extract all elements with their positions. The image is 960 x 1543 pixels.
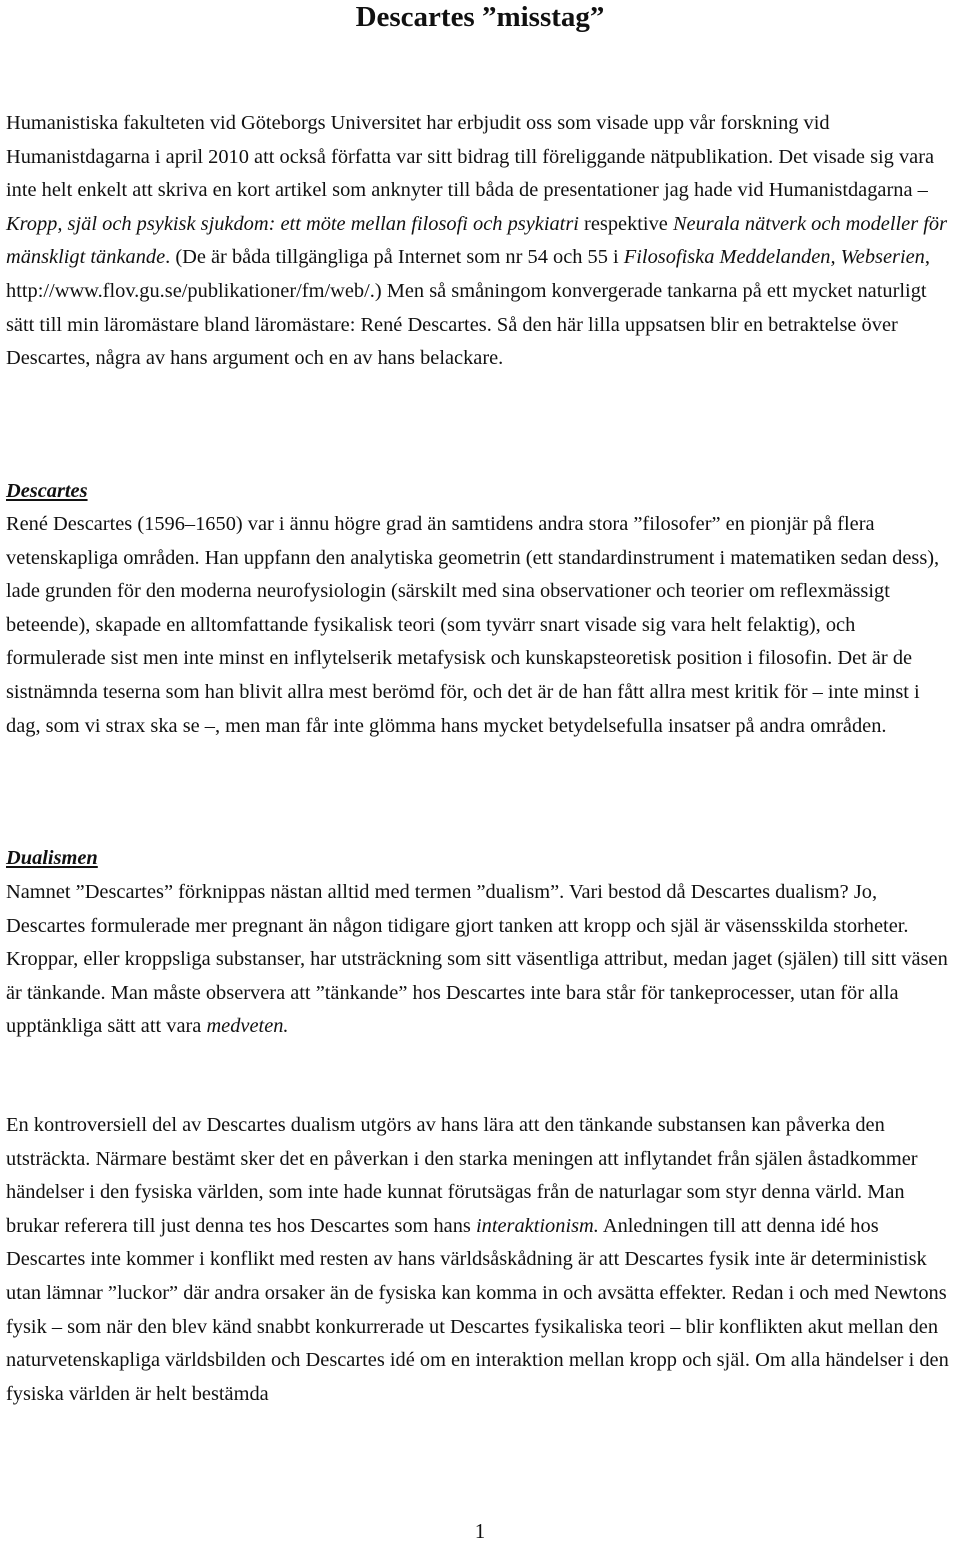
dualism-p1-italic: medveten. — [206, 1015, 289, 1038]
dualism-p1-text: Namnet ”Descartes” förknippas nästan alltid med termen ”dualism”. Vari bestod då Descartes dualism? Jo, Descartes formulerade mer pregnant än någon tidigare gjort tanken att kropp och själ är väsensskilda storheter. Kroppar, eller kroppsliga substanser, har utsträckning som sitt väsentliga attribut, medan jaget (själen) till sitt väsen är tänkande. Man måste observera att ”tänkande” hos Descartes inte bara står för tankeprocesser, utan för alla upptänkliga sätt att vara — [6, 881, 948, 1038]
intro-text-4: , http://www.flov.gu.se/publikationer/fm/web/.) Men så småningom konvergerade tankarna på ett mycket naturligt sätt till min läromästare bland läromästare: René Descartes. Så den här lilla uppsatsen blir en betraktelse över Descartes, några av hans argument och en av hans belackare. — [6, 246, 930, 370]
dualism-p2-italic: interaktionism. — [475, 1214, 599, 1237]
descartes-paragraph: René Descartes (1596–1650) var i ännu högre grad än samtidens andra stora ”filosofer” en pionjär på flera vetenskapliga områden. Han uppfann den analytiska geometrin (ett standardinstrument i matematiken sedan dess), lade grunden för den moderna neurofysiologin (särskilt med sina observationer och teorier om reflexmässigt beteende), skapade en alltomfattande fysikalisk teori (som tyvärr snart visade sig vara helt felaktig), och formulerade sist men inte minst en inflytelserik metafysisk och kunskapsteoretisk position i filosofin. Det är de sistnämnda teserna som han blivit allra mest berömd för, och det är de han fått allra mest kritik för – inte minst i dag, som vi strax ska se –, men man får inte glömma hans mycket betydelsefulla insatser på andra områden. — [6, 513, 940, 737]
intro-italic-3: Filosofiska Meddelanden, Webserien — [623, 246, 925, 269]
dualism-p2-text-2: Anledningen till att denna idé hos Descartes inte kommer i konflikt med resten av hans världsåskådning är att Descartes fysik inte är deterministisk utan lämnar ”luckor” där andra orsaker än de fysiska kan komma in och avsätta effekter. Redan i och med Newtons fysik – som när den blev känd snabbt konkurrerade ut Descartes fysikaliska teori – blir konflikten akut mellan den naturvetenskapliga världsbilden och Descartes idé om en interaktion mellan kropp och själ. Om alla händelser i den fysiska världen är helt bestämda — [6, 1214, 949, 1405]
intro-italic-2: Neurala nätverk och modeller för mänskligt tänkande — [6, 212, 948, 269]
dualism-paragraph-2 — [6, 1109, 956, 1411]
document-title: Descartes ”misstag” — [355, 1, 605, 33]
intro-text-2: respektive — [578, 212, 673, 235]
intro-italic-1: Kropp, själ och psykisk sjukdom: ett möte mellan filosofi och psykiatri — [6, 212, 579, 235]
intro-paragraph — [6, 107, 956, 376]
dualism-paragraph-1 — [6, 876, 956, 1044]
intro-text-3: . (De är båda tillgängliga på Internet som nr 54 och 55 i — [165, 246, 624, 269]
dualism-p2-text-1: En kontroversiell del av Descartes dualism utgörs av hans lära att den tänkande substansen kan påverka den utsträckta. Närmare bestämt sker det en påverkan i den starka meningen att inflytandet från själen åstadkommer händelser i den fysiska världen, som inte hade kunnat förutsägas från de naturlagar som styr denna värld. Man brukar referera till just denna tes hos Descartes som hans — [6, 1114, 918, 1237]
section-heading-descartes: Descartes — [6, 480, 88, 502]
page-number: 1 — [474, 1519, 486, 1543]
intro-text-1: Humanistiska fakulteten vid Göteborgs Universitet har erbjudit oss som visade upp vår forskning vid Humanistdagarna i april 2010 att också författa var sitt bidrag till föreliggande nätpublikation. Det visade sig vara inte helt enkelt att skriva en kort artikel som anknyter till båda de presentationer jag hade vid Humanistdagarna – — [6, 112, 935, 202]
section-heading-dualismen: Dualismen — [6, 847, 98, 869]
